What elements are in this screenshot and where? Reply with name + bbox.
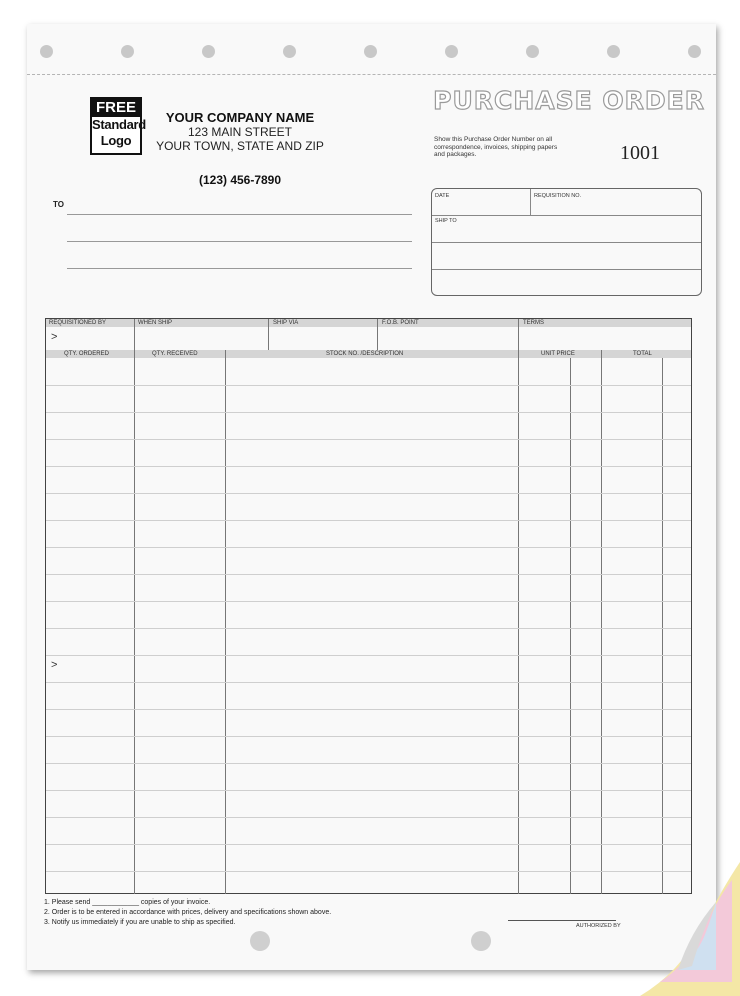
- column-divider: [601, 350, 602, 894]
- table-row[interactable]: [46, 439, 691, 440]
- fob-point-label: F.O.B. POINT: [382, 320, 419, 326]
- company-name: YOUR COMPANY NAME: [165, 110, 315, 125]
- column-divider: [134, 350, 135, 894]
- footer-note: 1. Please send ____________ copies of your invoice.: [44, 899, 211, 906]
- footer-notes: [44, 898, 331, 928]
- table-row[interactable]: [46, 709, 691, 710]
- table-row[interactable]: [46, 466, 691, 467]
- order-table: [45, 318, 692, 894]
- table-row[interactable]: [46, 601, 691, 602]
- table-row[interactable]: [46, 547, 691, 548]
- company-street: 123 MAIN STREET: [187, 125, 293, 139]
- punch-hole: [283, 45, 296, 58]
- company-logo: [90, 97, 146, 155]
- row-marker: >: [51, 659, 58, 671]
- table-row[interactable]: [46, 520, 691, 521]
- ship-to-line: [432, 242, 701, 243]
- qty-received-header: QTY. RECEIVED: [152, 351, 198, 357]
- punch-hole: [250, 931, 270, 951]
- table-row[interactable]: [46, 871, 691, 872]
- ship-to-line: [432, 269, 701, 270]
- ship-via-label: SHIP VIA: [273, 320, 299, 326]
- total-header: TOTAL: [633, 351, 652, 357]
- table-row[interactable]: [46, 736, 691, 737]
- requisitioned-by-label: REQUISITIONED BY: [49, 320, 107, 326]
- table-row[interactable]: [46, 817, 691, 818]
- punch-hole: [526, 45, 539, 58]
- punch-hole: [364, 45, 377, 58]
- po-number: 1001: [620, 142, 660, 164]
- terms-label: TERMS: [523, 320, 544, 326]
- punch-hole: [688, 45, 701, 58]
- qty-ordered-header: QTY. ORDERED: [64, 351, 109, 357]
- punch-hole: [445, 45, 458, 58]
- requisition-label: REQUISITION NO.: [534, 193, 582, 199]
- authorized-signature-line[interactable]: [508, 920, 616, 921]
- table-row[interactable]: [46, 763, 691, 764]
- ship-box-divider: [530, 189, 531, 215]
- company-info: [150, 110, 330, 153]
- header-divider: [377, 319, 378, 350]
- table-row[interactable]: [46, 682, 691, 683]
- logo-free-text: FREE: [92, 99, 140, 117]
- carbon-copy-curl: [620, 862, 740, 996]
- description-header: STOCK NO. /DESCRIPTION: [326, 351, 404, 357]
- footer-note: 3. Notify us immediately if you are unable to ship as specified.: [44, 919, 236, 926]
- authorized-by-label: AUTHORIZED BY: [576, 923, 621, 929]
- table-row[interactable]: [46, 574, 691, 575]
- table-row[interactable]: [46, 385, 691, 386]
- logo-line1: Standard: [92, 117, 146, 132]
- logo-line2: Logo: [100, 133, 132, 148]
- arrow-marker: >: [51, 331, 58, 343]
- ship-box-rule: [432, 215, 701, 216]
- punch-hole: [202, 45, 215, 58]
- punch-hole: [471, 931, 491, 951]
- po-number-note: Show this Purchase Order Number on all correspondence, invoices, shipping papers and packages.: [434, 136, 558, 158]
- date-label: DATE: [435, 193, 450, 199]
- to-address-line[interactable]: [67, 268, 412, 269]
- form-title: PURCHASE ORDER: [433, 86, 705, 115]
- perforation-line: [27, 74, 716, 75]
- table-row[interactable]: [46, 493, 691, 494]
- column-divider: [518, 350, 519, 894]
- table-row[interactable]: [46, 844, 691, 845]
- punch-hole: [607, 45, 620, 58]
- header-divider: [134, 319, 135, 350]
- table-row[interactable]: [46, 628, 691, 629]
- to-label: TO: [53, 200, 64, 209]
- header-divider: [518, 319, 519, 350]
- company-phone: (123) 456-7890: [198, 173, 282, 187]
- column-divider: [225, 350, 226, 894]
- punch-hole: [121, 45, 134, 58]
- when-ship-label: WHEN SHIP: [138, 320, 173, 326]
- header-divider: [268, 319, 269, 350]
- ship-to-box: [431, 188, 702, 296]
- ship-to-label: SHIP TO: [435, 218, 457, 224]
- punch-hole: [40, 45, 53, 58]
- table-row[interactable]: [46, 412, 691, 413]
- table-row[interactable]: [46, 790, 691, 791]
- unit-price-header: UNIT PRICE: [541, 351, 575, 357]
- table-row[interactable]: [46, 655, 691, 656]
- to-address-line[interactable]: [67, 214, 412, 215]
- to-address-line[interactable]: [67, 241, 412, 242]
- company-city: YOUR TOWN, STATE AND ZIP: [156, 139, 324, 153]
- footer-note: 2. Order is to be entered in accordance with prices, delivery and specifications shown above.: [44, 909, 332, 916]
